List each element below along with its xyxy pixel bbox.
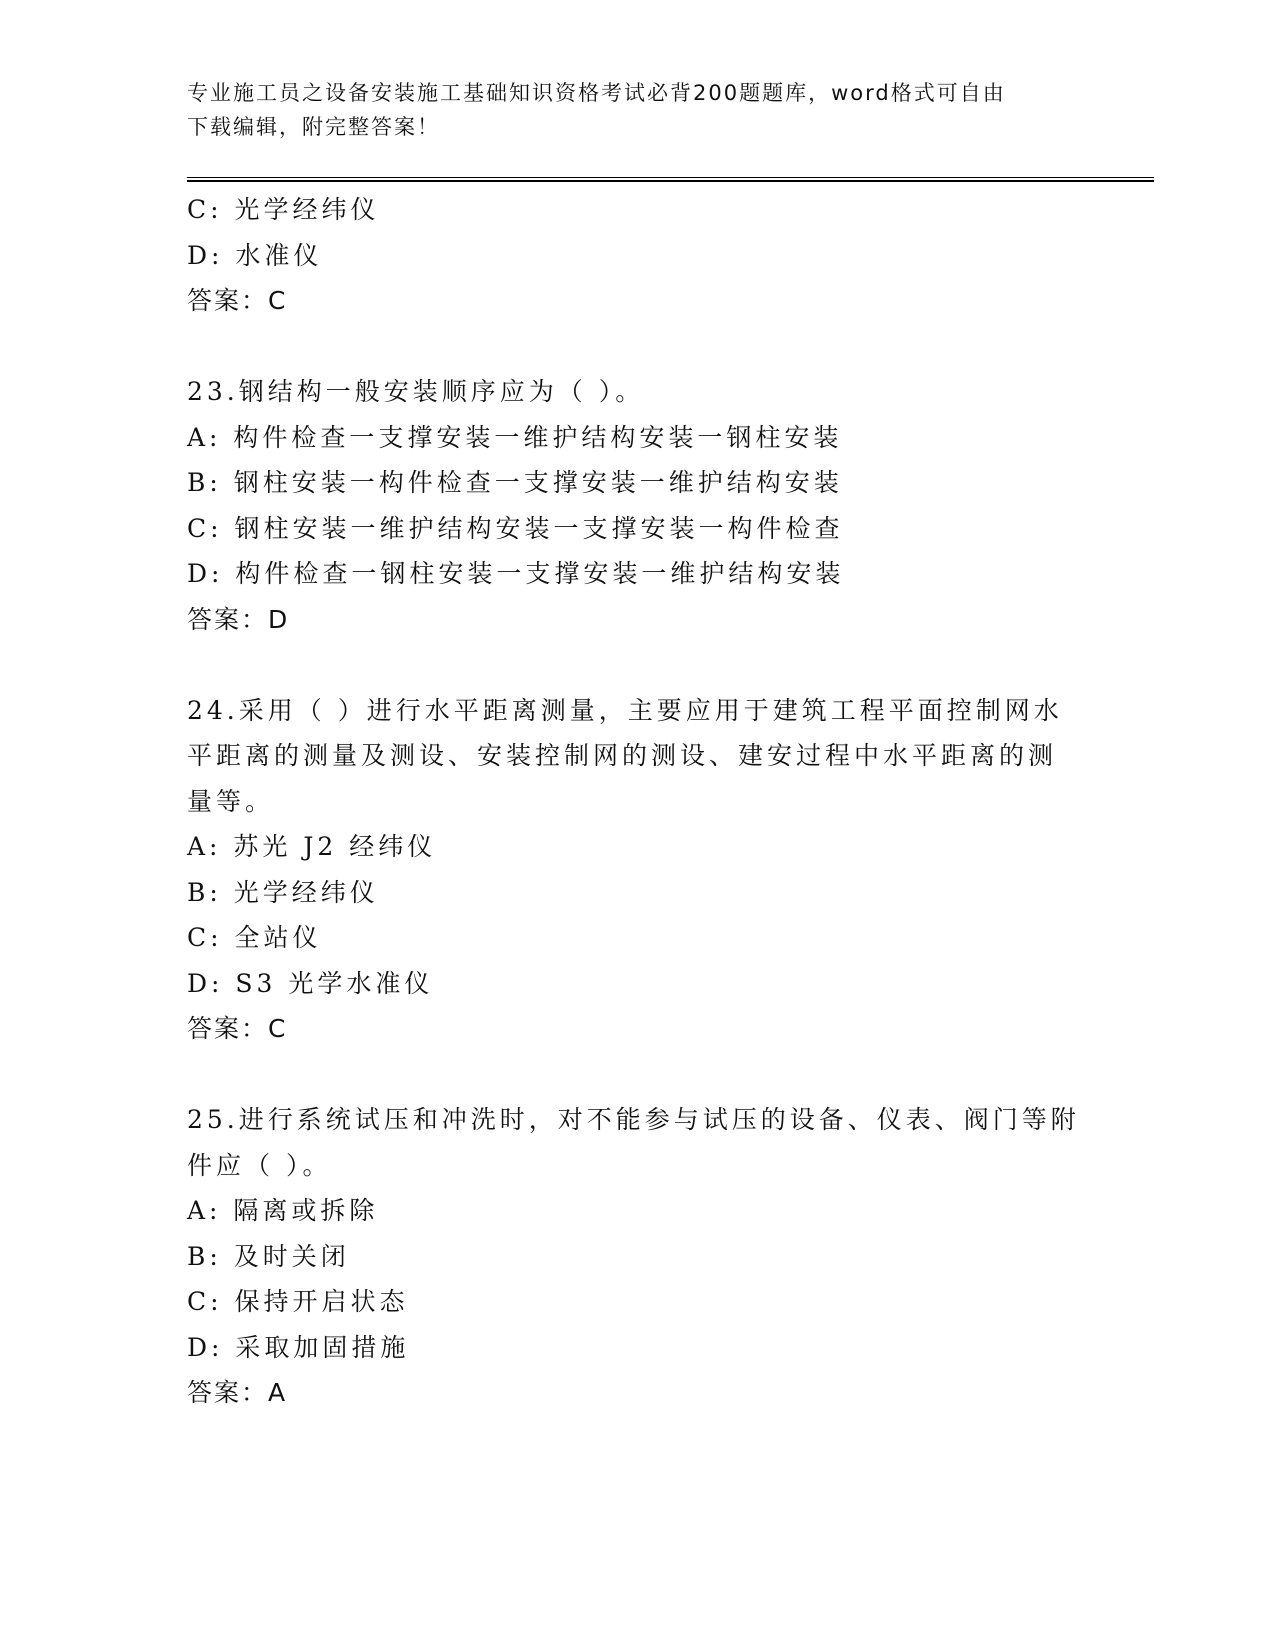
spacer [187,324,1087,370]
header-divider-thick [187,180,1154,182]
option-c: C: 钢柱安装一维护结构安装一支撑安装一构件检查 [187,513,844,543]
question-text-line-2: 件应（ ）。 [187,1150,332,1180]
question-text-line-1: 24.采用（ ）进行水平距离测量，主要应用于建筑工程平面控制网水 [187,695,1063,725]
spacer [187,1052,1087,1098]
option-c: C: 全站仪 [187,923,322,952]
option-c: C: 保持开启状态 [187,1287,409,1316]
header-divider-thin [187,177,1154,178]
question-text-line-3: 量等。 [187,786,275,816]
question-24 [187,688,1087,1052]
option-c: C: 光学经纬仪 [187,195,380,224]
option-d: D: 采取加固措施 [187,1332,410,1362]
question-text: 23.钢结构一般安装顺序应为（ ）。 [187,377,645,406]
option-a: A: 隔离或拆除 [187,1196,379,1225]
option-b: B: 光学经纬仪 [187,877,379,907]
answer: 答案：C [187,286,288,315]
document-header [187,76,1087,144]
document-body [187,187,1087,1416]
option-a: A: 苏光 J2 经纬仪 [187,832,437,861]
question-text-line-1: 25.进行系统试压和冲洗时，对不能参与试压的设备、仪表、阀门等附 [187,1105,1080,1134]
spacer [187,642,1087,688]
question-fragment [187,187,1087,324]
answer: 答案：C [187,1014,288,1043]
header-line-2: 下载编辑，附完整答案！ [187,115,440,139]
answer: 答案：A [187,1378,288,1407]
option-b: B: 及时关闭 [187,1241,350,1271]
header-line-1: 专业施工员之设备安装施工基础知识资格考试必背200题题库，word格式可自由 [187,81,1006,105]
question-text-line-2: 平距离的测量及测设、安装控制网的测设、建安过程中水平距离的测 [187,741,1058,770]
option-d: D: S3 光学水准仪 [187,968,434,998]
answer: 答案：D [187,604,290,634]
question-23 [187,369,1087,642]
option-b: B: 钢柱安装一构件检查一支撑安装一维护结构安装 [187,468,843,497]
option-d: D: 水准仪 [187,240,323,270]
option-a: A: 构件检查一支撑安装一维护结构安装一钢柱安装 [187,422,843,452]
option-d: D: 构件检查一钢柱安装一支撑安装一维护结构安装 [187,559,845,588]
question-25 [187,1097,1087,1416]
